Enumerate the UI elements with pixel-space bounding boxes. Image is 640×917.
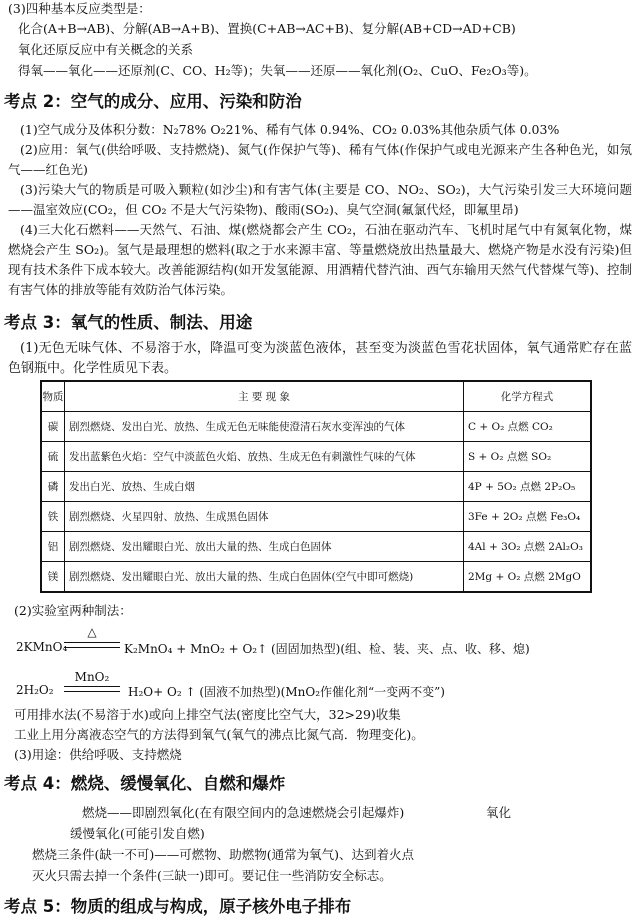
reaction-types-list: 化合(A+B→AB)、分解(AB→A+B)、置换(C+AB→AC+B)、复分解(AB+CD→AD+CB): [18, 21, 516, 36]
catalyst-condition: MnO₂: [74, 670, 110, 684]
cell-substance: 磷: [41, 472, 65, 502]
table-row: [41, 502, 591, 532]
cell-equation: 3Fe + 2O₂ 点燃 Fe₃O₄: [464, 502, 592, 532]
table-row: [41, 442, 591, 472]
combustion-def: 燃烧——即剧烈氧化(在有限空间内的急速燃烧会引起爆炸): [82, 805, 405, 820]
cell-equation: 2Mg + O₂ 点燃 2MgO: [464, 562, 592, 593]
lab-methods-heading: (2)实验室两种制法：: [14, 603, 132, 618]
collection-methods: 可用排水法(不易溶于水)或向上排空气法(密度比空气大，32>29)收集: [14, 707, 401, 722]
kmno4-reactant: 2KMnO₄: [16, 640, 68, 654]
section-4-title: 考点 4：燃烧、缓慢氧化、自燃和爆炸: [4, 774, 286, 793]
oxygen-reaction-table: [40, 380, 592, 593]
h2o2-reactant: 2H₂O₂: [16, 683, 54, 697]
heat-condition: △: [87, 625, 97, 639]
cell-phenomena: 发出白光、放热、生成白烟: [65, 472, 464, 502]
air-composition: (1)空气成分及体积分数：N₂78% O₂21%、稀有气体 0.94%、CO₂ 0.03%其他杂质气体 0.03%: [20, 122, 560, 137]
air-applications: (2)应用：氧气(供给呼吸、支持燃烧)、氮气(作保护气等)、稀有气体(作保护气或电光源来产生各种色光，如氖气——红色光): [8, 142, 632, 177]
combustion-conditions: 燃烧三条件(缺一不可)——可燃物、助燃物(通常为氧气)、达到着火点: [32, 847, 415, 862]
reaction-types-heading: (3)四种基本反应类型是：: [8, 1, 151, 16]
cell-phenomena: 剧烈燃烧、发出白光、放热、生成无色无味能使澄清石灰水变浑浊的气体: [65, 412, 464, 442]
cell-equation: 4Al + 3O₂ 点燃 2Al₂O₃: [464, 532, 592, 562]
fossil-fuels: (4)三大化石燃料——天然气、石油、煤(燃烧都会产生 CO₂，石油在驱动汽车、飞机时尾气中有氮氧化物，煤燃烧会产生 SO₂)。氢气是最理想的燃料(取之于水来源丰富、等量燃烧放出热量最大、燃烧产物是水没有污染)但现有技术条件下成本较大。改善能源结构(如开发氢能源、用酒精代替汽油、西气东输用天然气代替煤气等)、控制有害气体的排放等能有效防治气体污染。: [8, 222, 632, 297]
table-row: [41, 562, 591, 593]
oxygen-uses: (3)用途：供给呼吸、支持燃烧: [14, 747, 182, 762]
cell-phenomena: 剧烈燃烧、发出耀眼白光、放出大量的热、生成白色固体: [65, 532, 464, 562]
industrial-method: 工业上用分离液态空气的方法得到氧气(氧气的沸点比氮气高．物理变化)。: [14, 727, 424, 742]
equals-bar-top: [64, 686, 120, 687]
cell-substance: 硫: [41, 442, 65, 472]
h2o2-products: H₂O+ O₂ ↑ (固液不加热型)(MnO₂作催化剂“一变两不变”): [128, 685, 445, 699]
table-header-row: [41, 381, 591, 412]
cell-substance: 镁: [41, 562, 65, 593]
oxygen-properties: (1)无色无味气体、不易溶于水，降温可变为淡蓝色液体，甚至变为淡蓝色雪花状固体，氧气通常贮存在蓝色钢瓶中。化学性质见下表。: [8, 341, 632, 376]
equals-bar-bottom: [64, 647, 120, 648]
header-substance: 物质: [41, 381, 65, 412]
cell-substance: 铝: [41, 532, 65, 562]
cell-phenomena: 剧烈燃烧、火星四射、放热、生成黑色固体: [65, 502, 464, 532]
cell-equation: C + O₂ 点燃 CO₂: [464, 412, 592, 442]
header-equation: 化学方程式: [464, 381, 592, 412]
cell-equation: S + O₂ 点燃 SO₂: [464, 442, 592, 472]
header-phenomena: 主 要 现 象: [65, 381, 464, 412]
redox-heading: 氧化还原反应中有关概念的关系: [18, 42, 194, 57]
table-row: [41, 532, 591, 562]
cell-phenomena: 发出蓝紫色火焰：空气中淡蓝色火焰、放热、生成无色有刺激性气味的气体: [65, 442, 464, 472]
fire-extinguishing: 灭火只需去掉一个条件(三缺一)即可。要记住一些消防安全标志。: [32, 868, 392, 883]
cell-substance: 碳: [41, 412, 65, 442]
air-pollution: (3)污染大气的物质是可吸入颗粒(如沙尘)和有害气体(主要是 CO、NO₂、SO₂)，大气污染引发三大环境问题——温室效应(CO₂，但 CO₂ 不是大气污染物)、酸雨(SO₂)、臭气空洞(氟氯代烃，即氟里昂): [8, 182, 632, 217]
cell-substance: 铁: [41, 502, 65, 532]
kmno4-products: K₂MnO₄ + MnO₂ + O₂↑ (固固加热型)(组、检、装、夹、点、收、移、熄): [124, 642, 530, 656]
cell-equation: 4P + 5O₂ 点燃 2P₂O₅: [464, 472, 592, 502]
table-row: [41, 412, 591, 442]
slow-oxidation: 缓慢氧化(可能引发自燃): [70, 826, 205, 841]
section-3-title: 考点 3：氧气的性质、制法、用途: [4, 313, 253, 332]
cell-phenomena: 剧烈燃烧、发出耀眼白光、放出大量的热、生成白色固体(空气中即可燃烧): [65, 562, 464, 593]
oxidation-label: 氧化: [486, 805, 512, 820]
section-5-title: 考点 5：物质的组成与构成，原子核外电子排布: [4, 897, 352, 916]
section-2-title: 考点 2：空气的成分、应用、污染和防治: [4, 92, 302, 111]
equals-bar-top: [64, 642, 120, 643]
table-row: [41, 472, 591, 502]
redox-relation: 得氧——氧化——还原剂(C、CO、H₂等)；失氧——还原——氧化剂(O₂、CuO、Fe₂O₃等)。: [18, 63, 537, 78]
equals-bar-bottom: [64, 691, 120, 692]
